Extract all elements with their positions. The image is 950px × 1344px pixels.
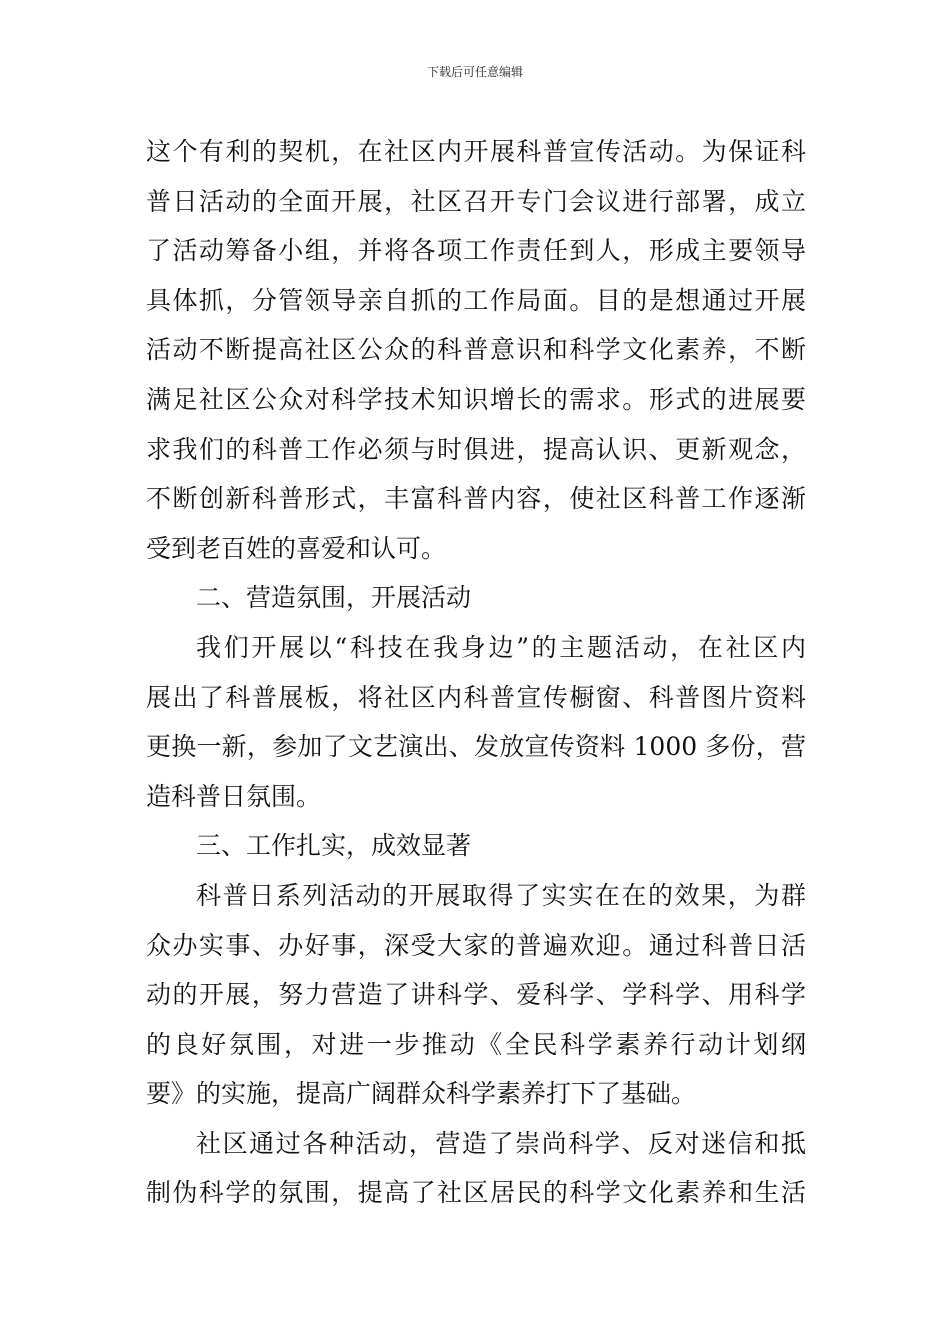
body-line: 我们开展以“科技在我身边”的主题活动，在社区内 [196, 632, 806, 662]
body-line: 的良好氛围，对进一步推动《全民科学素养行动计划纲 [146, 1029, 806, 1059]
body-line: 满足社区公众对科学技术知识增长的需求。形式的进展要 [146, 384, 806, 414]
body-line: 活动不断提高社区公众的科普意识和科学文化素养，不断 [146, 335, 806, 365]
body-line: 众办实事、办好事，深受大家的普遍欢迎。通过科普日活 [146, 930, 806, 960]
body-line: 要》的实施，提高广阔群众科学素养打下了基础。 [146, 1079, 697, 1109]
body-line: 动的开展，努力营造了讲科学、爱科学、学科学、用科学 [146, 980, 806, 1010]
document-body [146, 127, 806, 1218]
body-line: 社区通过各种活动，营造了崇尚科学、反对迷信和抵 [196, 1128, 806, 1158]
body-line: 具体抓，分管领导亲自抓的工作局面。目的是想通过开展 [146, 285, 806, 315]
body-line: 制伪科学的氛围，提高了社区居民的科学文化素养和生活 [146, 1178, 806, 1208]
body-line: 求我们的科普工作必须与时俱进，提高认识、更新观念， [146, 434, 806, 464]
body-line: 科普日系列活动的开展取得了实实在在的效果，为群 [196, 880, 806, 910]
section-heading: 三、工作扎实，成效显著 [196, 831, 472, 861]
page-header-note: 下载后可任意编辑 [426, 65, 523, 79]
body-line: 普日活动的全面开展，社区召开专门会议进行部署，成立 [146, 186, 806, 216]
body-line: 更换一新，参加了文艺演出、发放宣传资料 1000 多份，营 [146, 732, 806, 762]
body-line: 这个有利的契机，在社区内开展科普宣传活动。为保证科 [146, 137, 806, 166]
body-line: 造科普日氛围。 [146, 781, 322, 811]
section-heading: 二、营造氛围，开展活动 [196, 583, 472, 613]
body-line: 受到老百姓的喜爱和认可。 [146, 533, 447, 563]
body-line: 不断创新科普形式，丰富科普内容，使社区科普工作逐渐 [146, 484, 806, 514]
body-line: 展出了科普展板，将社区内科普宣传橱窗、科普图片资料 [146, 682, 806, 712]
body-line: 了活动筹备小组，并将各项工作责任到人，形成主要领导 [146, 236, 806, 266]
